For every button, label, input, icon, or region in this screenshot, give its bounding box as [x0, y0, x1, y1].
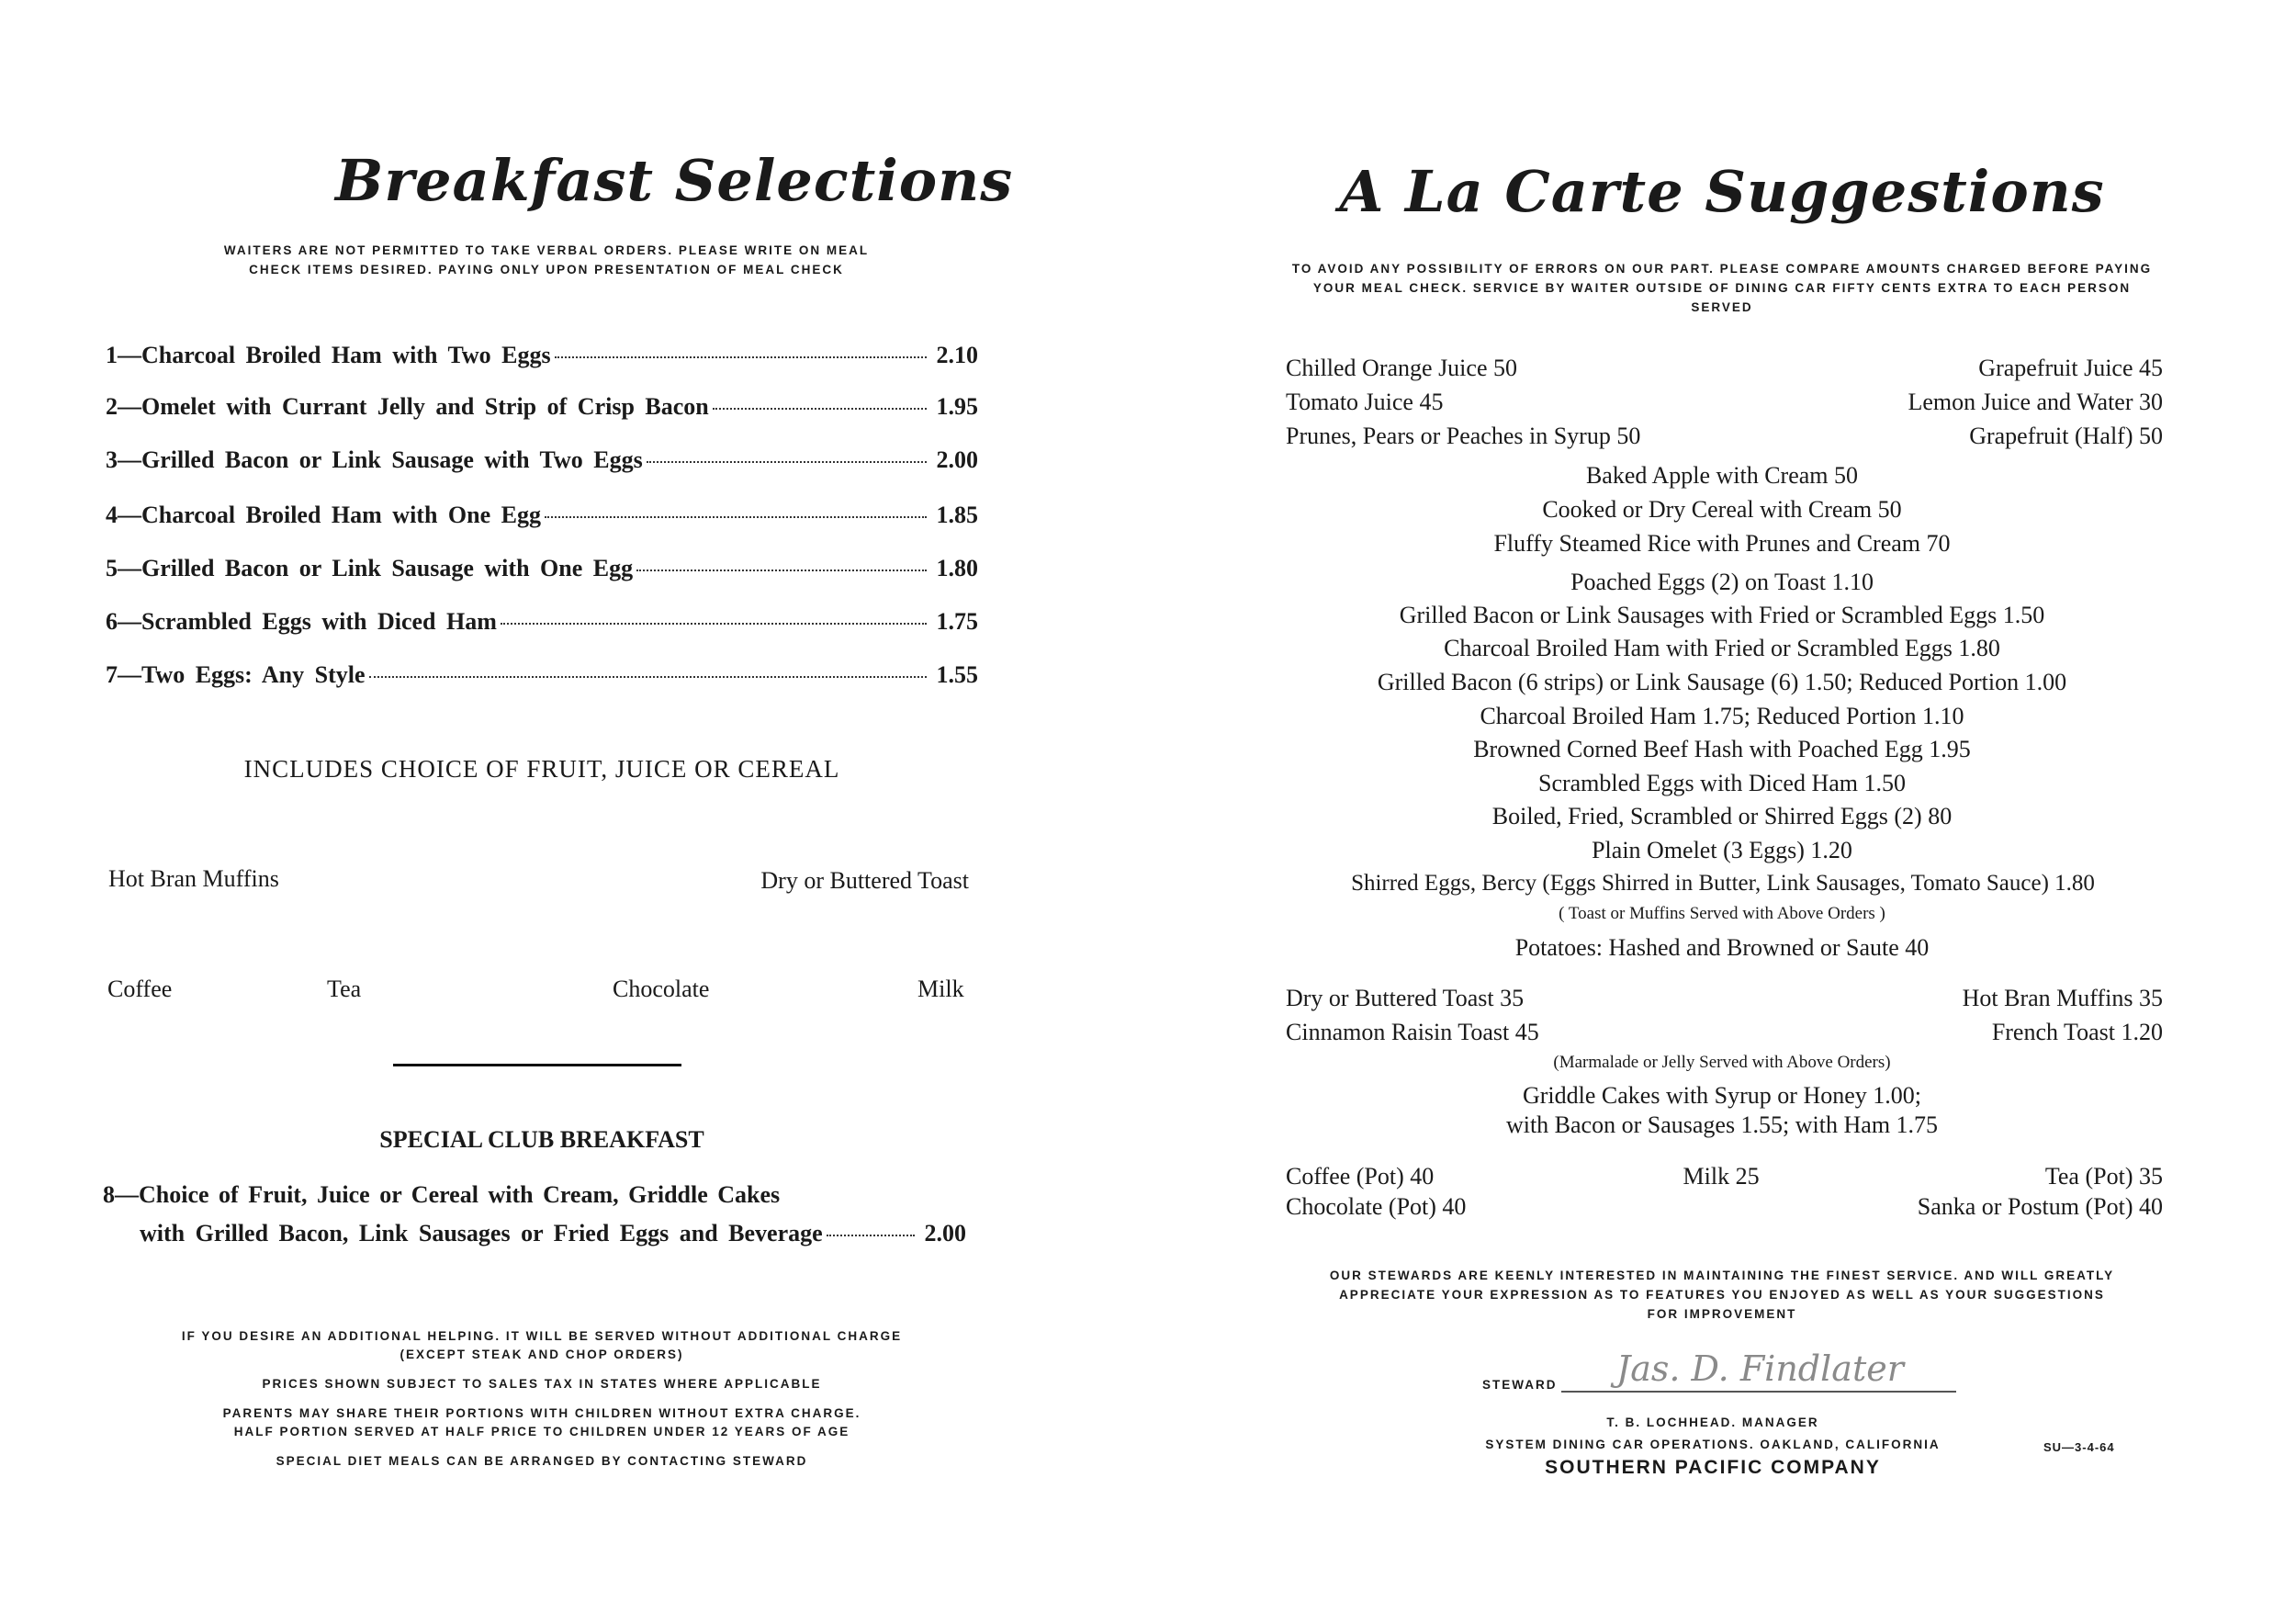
menu-item-label: 2—Omelet with Currant Jelly and Strip of Crisp Bacon	[106, 393, 709, 420]
a-la-carte-pair	[1286, 355, 2163, 382]
bread-option-right: Dry or Buttered Toast	[760, 867, 969, 894]
pair-left: Chilled Orange Juice 50	[1286, 355, 1517, 381]
footer-special-diet: SPECIAL DIET MEALS CAN BE ARRANGED BY CONTACTING STEWARD	[276, 1454, 808, 1468]
dot-leader	[827, 1235, 915, 1236]
menu-item-7	[106, 661, 978, 689]
pair-left: Cinnamon Raisin Toast 45	[1286, 1019, 1539, 1045]
a-la-carte-item: Charcoal Broiled Ham with Fried or Scrambled Eggs 1.80	[1444, 635, 2000, 661]
menu-item-price: 2.10	[936, 342, 978, 368]
beverage-coffee: Coffee	[107, 976, 173, 1002]
footer-parents: PARENTS MAY SHARE THEIR PORTIONS WITH CHILDREN WITHOUT EXTRA CHARGE.	[222, 1406, 861, 1420]
menu-item-label: 3—Grilled Bacon or Link Sausage with Two Eggs	[106, 446, 643, 473]
form-code: SU—3-4-64	[2043, 1440, 2115, 1454]
errors-notice: TO AVOID ANY POSSIBILITY OF ERRORS ON OUR PART. PLEASE COMPARE AMOUNTS CHARGED BEFORE PAYING YOUR MEAL CHECK. SERVICE BY WAITER OUTSIDE OF DINING CAR FIFTY CENTS EXTRA TO EACH PERSON SERVED	[1291, 262, 2153, 314]
a-la-carte-item: Grilled Bacon or Link Sausages with Fried or Scrambled Eggs 1.50	[1399, 602, 2045, 628]
club-breakfast-price: 2.00	[924, 1220, 966, 1246]
menu-item-3	[106, 446, 978, 474]
beverage-sanka-postum: Sanka or Postum (Pot) 40	[1917, 1193, 2163, 1220]
menu-item-price: 2.00	[936, 446, 978, 473]
a-la-carte-item: Boiled, Fried, Scrambled or Shirred Eggs (2) 80	[1491, 803, 1953, 829]
a-la-carte-title: A La Carte Suggestions	[1339, 158, 2105, 225]
griddle-cakes-line-2: with Bacon or Sausages 1.55; with Ham 1.75	[1505, 1111, 1939, 1138]
beverage-tea-pot: Tea (Pot) 35	[2044, 1163, 2163, 1190]
a-la-carte-item: Shirred Eggs, Bercy (Eggs Shirred in Butter, Link Sausages, Tomato Sauce) 1.80	[1351, 871, 2095, 896]
steward-label: STEWARD	[1482, 1378, 1558, 1392]
griddle-cakes-line-1: Griddle Cakes with Syrup or Honey 1.00;	[1522, 1082, 1921, 1109]
stewards-notice: OUR STEWARDS ARE KEENLY INTERESTED IN MAINTAINING THE FINEST SERVICE. AND WILL GREATLY APPRECIATE YOUR EXPRESSION AS TO FEATURES YOU ENJOYED AS WELL AS YOUR SUGGESTIONS FOR IMPROVEMENT	[1329, 1269, 2115, 1321]
pair-right: Hot Bran Muffins 35	[1962, 985, 2163, 1011]
footer-half-portion: HALF PORTION SERVED AT HALF PRICE TO CHILDREN UNDER 12 YEARS OF AGE	[233, 1425, 850, 1438]
club-breakfast-text: with Grilled Bacon, Link Sausages or Fried Eggs and Beverage	[140, 1220, 823, 1246]
menu-item-label: 5—Grilled Bacon or Link Sausage with One Egg	[106, 555, 634, 581]
footer-helping: IF YOU DESIRE AN ADDITIONAL HELPING. IT WILL BE SERVED WITHOUT ADDITIONAL CHARGE	[181, 1329, 903, 1343]
toast-muffins-note: ( Toast or Muffins Served with Above Orders )	[1559, 904, 1885, 923]
marmalade-note: (Marmalade or Jelly Served with Above Orders)	[1553, 1053, 1891, 1072]
beverage-chocolate-pot: Chocolate (Pot) 40	[1286, 1193, 1467, 1220]
a-la-carte-item: Browned Corned Beef Hash with Poached Egg 1.95	[1473, 736, 1971, 762]
steward-signature-line	[1561, 1391, 1956, 1393]
a-la-carte-item: Grilled Bacon (6 strips) or Link Sausage (6) 1.50; Reduced Portion 1.00	[1377, 669, 2067, 695]
operations-line: SYSTEM DINING CAR OPERATIONS. OAKLAND, CALIFORNIA	[1485, 1438, 1941, 1451]
menu-item-6	[106, 608, 978, 636]
bread-option-left: Hot Bran Muffins	[108, 865, 279, 892]
a-la-carte-item: Plain Omelet (3 Eggs) 1.20	[1592, 837, 1852, 863]
dot-leader	[369, 676, 928, 678]
a-la-carte-pair	[1286, 1019, 2163, 1046]
pair-left: Prunes, Pears or Peaches in Syrup 50	[1286, 423, 1641, 449]
steward-signature: Jas. D. Findlater	[1616, 1348, 1904, 1389]
dot-leader	[555, 356, 927, 358]
menu-item-label: 4—Charcoal Broiled Ham with One Egg	[106, 502, 541, 528]
dot-leader	[713, 408, 927, 410]
beverage-tea: Tea	[327, 976, 362, 1002]
a-la-carte-item: Charcoal Broiled Ham 1.75; Reduced Portion 1.10	[1480, 703, 1964, 729]
a-la-carte-pair	[1286, 389, 2163, 416]
beverage-row-1	[1286, 1163, 2163, 1190]
a-la-carte-pair	[1286, 423, 2163, 450]
beverage-coffee-pot: Coffee (Pot) 40	[1286, 1163, 1435, 1190]
club-breakfast-line-2	[140, 1220, 966, 1247]
dot-leader	[545, 516, 927, 518]
verbal-orders-notice: WAITERS ARE NOT PERMITTED TO TAKE VERBAL ORDERS. PLEASE WRITE ON MEAL CHECK ITEMS DESIRED. PAYING ONLY UPON PRESENTATION OF MEAL CHECK	[223, 243, 870, 276]
menu-item-price: 1.55	[936, 661, 978, 688]
menu-item-1	[106, 342, 978, 369]
a-la-carte-item: Poached Eggs (2) on Toast 1.10	[1570, 569, 1874, 595]
menu-item-price: 1.75	[936, 608, 978, 635]
pair-right: Grapefruit Juice 45	[1978, 355, 2163, 381]
a-la-carte-item: Baked Apple with Cream 50	[1585, 462, 1859, 489]
menu-item-price: 1.85	[936, 502, 978, 528]
footer-sales-tax: PRICES SHOWN SUBJECT TO SALES TAX IN STATES WHERE APPLICABLE	[262, 1377, 822, 1391]
divider-line	[393, 1064, 681, 1066]
menu-item-5	[106, 555, 978, 582]
menu-item-4	[106, 502, 978, 529]
beverage-chocolate: Chocolate	[613, 976, 710, 1002]
beverage-row-2	[1286, 1193, 2163, 1221]
menu-item-label: 1—Charcoal Broiled Ham with Two Eggs	[106, 342, 551, 368]
menu-item-price: 1.80	[936, 555, 978, 581]
club-breakfast-line-1: 8—Choice of Fruit, Juice or Cereal with Cream, Griddle Cakes	[103, 1181, 781, 1208]
dot-leader	[501, 623, 927, 625]
company-name: SOUTHERN PACIFIC COMPANY	[1545, 1457, 1881, 1478]
menu-item-price: 1.95	[936, 393, 978, 420]
breakfast-selections-title: Breakfast Selections	[335, 147, 1014, 214]
a-la-carte-pair	[1286, 985, 2163, 1012]
a-la-carte-item: Fluffy Steamed Rice with Prunes and Cream 70	[1493, 530, 1951, 557]
menu-item-label: 6—Scrambled Eggs with Diced Ham	[106, 608, 497, 635]
beverage-milk: Milk 25	[1683, 1163, 1760, 1190]
pair-left: Tomato Juice 45	[1286, 389, 1444, 415]
menu-item-label: 7—Two Eggs: Any Style	[106, 661, 366, 688]
footer-except: (EXCEPT STEAK AND CHOP ORDERS)	[400, 1348, 684, 1361]
potatoes-item: Potatoes: Hashed and Browned or Saute 40	[1514, 934, 1930, 961]
beverage-milk: Milk	[917, 976, 964, 1002]
a-la-carte-item: Scrambled Eggs with Diced Ham 1.50	[1537, 770, 1907, 796]
a-la-carte-item: Cooked or Dry Cereal with Cream 50	[1542, 496, 1902, 523]
club-breakfast-heading: SPECIAL CLUB BREAKFAST	[379, 1126, 704, 1153]
pair-right: Grapefruit (Half) 50	[1969, 423, 2163, 449]
dot-leader	[636, 570, 927, 571]
manager-line: T. B. LOCHHEAD. MANAGER	[1606, 1416, 1819, 1429]
pair-right: Lemon Juice and Water 30	[1908, 389, 2163, 415]
menu-item-2	[106, 393, 978, 421]
pair-right: French Toast 1.20	[1991, 1019, 2163, 1045]
pair-left: Dry or Buttered Toast 35	[1286, 985, 1525, 1011]
dot-leader	[647, 461, 927, 463]
includes-heading: INCLUDES CHOICE OF FRUIT, JUICE OR CEREAL	[243, 755, 840, 783]
